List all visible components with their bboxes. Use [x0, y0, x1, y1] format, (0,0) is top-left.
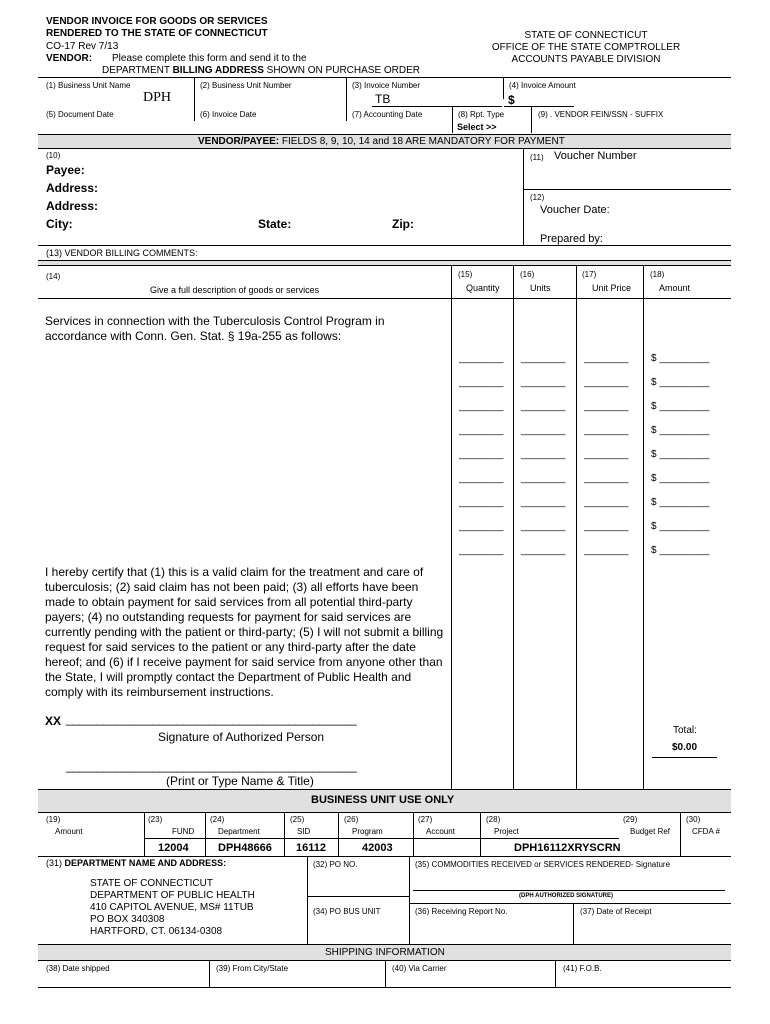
vendor-instructions-2a: DEPARTMENT: [102, 65, 173, 76]
field-36-label: (36) Receiving Report No.: [415, 907, 508, 916]
unit-price-blank[interactable]: ________: [584, 473, 629, 484]
form-title-line2: RENDERED TO THE STATE OF CONNECTICUT: [46, 28, 268, 39]
project-value: DPH16112XRYSCRN: [514, 842, 621, 854]
zip-label: Zip:: [392, 217, 414, 231]
vendor-instructions-2: [102, 65, 420, 76]
field-12-label: (12): [530, 193, 545, 202]
field-17-label: (17): [582, 270, 597, 279]
field-41-label: (41) F.O.B.: [563, 964, 602, 973]
department-label: Department: [218, 827, 260, 836]
field-38-label: (38) Date shipped: [46, 964, 110, 973]
business-unit-title: BUSINESS UNIT USE ONLY: [311, 794, 455, 806]
voucher-date-label: Voucher Date:: [540, 204, 610, 216]
divider: [38, 987, 731, 988]
receiving-report-field[interactable]: [415, 920, 565, 940]
business-unit-number-field[interactable]: [220, 92, 340, 105]
field-27-label: (27): [418, 815, 433, 824]
state-line-2: OFFICE OF THE STATE COMPTROLLER: [491, 42, 681, 53]
field-2-label: (2) Business Unit Number: [200, 81, 292, 90]
divider: [205, 812, 206, 856]
field-7-label: (7) Accounting Date: [352, 110, 423, 119]
sid-value: 16112: [296, 842, 326, 854]
address-line: PO BOX 340308: [90, 914, 165, 925]
field-29-label: (29): [623, 815, 638, 824]
unit-price-blank[interactable]: ________: [584, 353, 629, 364]
print-name-label: (Print or Type Name & Title): [166, 774, 314, 788]
divider: [523, 189, 731, 190]
amount-blank[interactable]: $ _________: [651, 449, 710, 460]
units-blank[interactable]: ________: [521, 377, 566, 388]
quantity-blank[interactable]: ________: [459, 545, 504, 556]
payee-bar-text: [198, 136, 565, 147]
divider: [307, 896, 409, 897]
divider: [307, 856, 308, 944]
program-label: Program: [352, 827, 383, 836]
payee-bar-bold: VENDOR/PAYEE:: [198, 136, 280, 147]
amount-blank[interactable]: $ _________: [651, 425, 710, 436]
address-line: DEPARTMENT OF PUBLIC HEALTH: [90, 890, 255, 901]
quantity-header: Quantity: [466, 283, 500, 293]
unit-price-blank[interactable]: ________: [584, 497, 629, 508]
from-city-state-field[interactable]: [216, 975, 376, 985]
field-8-label: (8) Rpt. Type: [458, 110, 505, 119]
quantity-blank[interactable]: ________: [459, 353, 504, 364]
state-field[interactable]: [298, 216, 383, 230]
address2-label: Address:: [46, 199, 99, 213]
divider: [385, 960, 386, 987]
amount-blank[interactable]: $ _________: [651, 377, 710, 388]
divider: [338, 812, 339, 856]
dph-signature-line[interactable]: [413, 890, 725, 891]
divider: [38, 812, 731, 813]
invoice-number-field[interactable]: TB: [375, 92, 391, 106]
divider: [555, 960, 556, 987]
field-4-label: (4) Invoice Amount: [509, 81, 576, 90]
unit-price-blank[interactable]: ________: [584, 377, 629, 388]
field-15-label: (15): [458, 270, 473, 279]
department-value: DPH48666: [218, 842, 272, 854]
state-line-1: STATE OF CONNECTICUT: [524, 30, 648, 41]
field-30-label: (30): [686, 815, 701, 824]
department-address: [90, 878, 255, 938]
amount-blank[interactable]: $ _________: [651, 521, 710, 532]
field-31-number: (31): [46, 858, 65, 868]
divider: [413, 812, 414, 856]
units-header: Units: [530, 283, 551, 293]
divider: [38, 789, 731, 790]
service-description-line1: Services in connection with the Tuberculosis Control Program in: [45, 314, 385, 328]
divider: [38, 260, 731, 261]
field-18-label: (18): [650, 270, 665, 279]
field-32-label: (32) PO NO.: [313, 860, 358, 869]
fob-field[interactable]: [563, 975, 723, 985]
units-blank[interactable]: ________: [521, 449, 566, 460]
zip-field[interactable]: [418, 216, 518, 230]
business-unit-name-field[interactable]: DPH: [143, 90, 172, 105]
field-16-label: (16): [520, 270, 535, 279]
state-line-3: ACCOUNTS PAYABLE DIVISION: [511, 54, 661, 65]
unit-price-blank[interactable]: ________: [584, 521, 629, 532]
underline: [504, 106, 574, 107]
via-carrier-field[interactable]: [392, 975, 547, 985]
address-line: STATE OF CONNECTICUT: [90, 878, 213, 889]
divider: [523, 148, 524, 245]
field-31-label: [46, 858, 226, 868]
vendor-billing-comments-field[interactable]: [225, 247, 725, 259]
amount-blank[interactable]: $ _________: [651, 401, 710, 412]
unit-price-header: Unit Price: [592, 283, 632, 293]
quantity-blank[interactable]: ________: [459, 377, 504, 388]
amount-blank[interactable]: $ _________: [651, 545, 710, 556]
date-shipped-field[interactable]: [46, 975, 201, 985]
vendor-instructions-1: Please complete this form and send it to the: [112, 53, 307, 64]
fund-value: 12004: [158, 842, 189, 854]
divider: [643, 265, 644, 789]
fund-label: FUND: [172, 827, 195, 836]
address1-field[interactable]: [110, 180, 500, 194]
divider: [480, 812, 481, 856]
cfda-label: CFDA #: [692, 827, 721, 836]
address-line: 410 CAPITOL AVENUE, MS# 11TUB: [90, 902, 254, 913]
amount-blank[interactable]: $ _________: [651, 473, 710, 484]
print-name-line[interactable]: _______________________________________________: [66, 759, 357, 773]
divider: [346, 77, 347, 121]
amount-blank[interactable]: $ _________: [651, 353, 710, 364]
form-id: CO-17 Rev 7/13: [46, 41, 119, 52]
units-blank[interactable]: ________: [521, 425, 566, 436]
program-value: 42003: [362, 842, 393, 854]
address-line: HARTFORD, CT. 06134-0308: [90, 926, 223, 937]
units-blank[interactable]: ________: [521, 545, 566, 556]
divider: [513, 265, 514, 789]
field-28-label: (28): [486, 815, 501, 824]
quantity-blank[interactable]: ________: [459, 473, 504, 484]
divider: [573, 903, 574, 944]
field-31-text: DEPARTMENT NAME AND ADDRESS:: [64, 858, 227, 868]
units-blank[interactable]: ________: [521, 497, 566, 508]
signature-label: Signature of Authorized Person: [158, 730, 325, 744]
field-19-label: (19): [46, 815, 61, 824]
po-number-field[interactable]: [313, 873, 403, 893]
divider: [284, 812, 285, 856]
divider: [409, 856, 410, 944]
field-24-label: (24): [210, 815, 225, 824]
underline: [372, 106, 502, 107]
divider: [503, 77, 504, 99]
comments-label: (13) VENDOR BILLING COMMENTS:: [46, 248, 198, 258]
quantity-blank[interactable]: ________: [459, 497, 504, 508]
field-11-label: (11): [530, 153, 544, 162]
divider: [194, 77, 195, 121]
project-label: Project: [494, 827, 519, 836]
payee-label: Payee:: [46, 163, 85, 177]
units-blank[interactable]: ________: [521, 521, 566, 532]
amount-header: Amount: [659, 283, 691, 293]
field-5-label: (5) Document Date: [46, 110, 114, 119]
field-37-label: (37) Date of Receipt: [580, 907, 652, 916]
budget-ref-label: Budget Ref: [630, 827, 671, 836]
total-label: Total:: [673, 725, 697, 736]
amount-blank[interactable]: $ _________: [651, 497, 710, 508]
divider: [531, 107, 532, 133]
field-14-label: (14): [46, 272, 61, 281]
divider-row1-top: [38, 77, 731, 78]
vendor-label: VENDOR:: [46, 53, 93, 64]
form-title-line1: VENDOR INVOICE FOR GOODS OR SERVICES: [46, 16, 268, 27]
divider: [209, 960, 210, 987]
sid-label: SID: [297, 827, 311, 836]
divider: [144, 838, 619, 839]
quantity-blank[interactable]: ________: [459, 401, 504, 412]
quantity-blank[interactable]: ________: [459, 521, 504, 532]
account-label: Account: [426, 827, 455, 836]
vendor-instructions-2c: SHOWN ON PURCHASE ORDER: [263, 65, 421, 76]
divider: [144, 812, 145, 856]
po-bus-unit-field[interactable]: [313, 920, 403, 940]
field-23-label: (23): [148, 815, 163, 824]
signature-xx: XX: [45, 714, 62, 728]
divider: [38, 298, 731, 299]
field-25-label: (25): [290, 815, 305, 824]
payee-bar-rest: FIELDS 8, 9, 10, 14 and 18 ARE MANDATORY FOR PAYMENT: [279, 136, 565, 147]
units-blank[interactable]: ________: [521, 353, 566, 364]
divider: [451, 265, 452, 789]
units-blank[interactable]: ________: [521, 473, 566, 484]
payee-field[interactable]: [100, 162, 500, 176]
field-6-label: (6) Invoice Date: [200, 110, 257, 119]
unit-price-blank[interactable]: ________: [584, 425, 629, 436]
field-39-label: (39) From City/State: [216, 964, 289, 973]
total-underline: [652, 757, 717, 758]
divider: [38, 245, 731, 246]
quantity-blank[interactable]: ________: [459, 449, 504, 460]
signature-line[interactable]: _______________________________________________: [66, 712, 357, 726]
certification-text: I hereby certify that (1) this is a valid claim for the treatment and care of tuberculosis; (2) said claim has not been paid; (3) all efforts have been made to obtain payment for said services from all potential third-party payers; (4) no outstanding requests for payment for said services are currently pending with the patient or third-party; (5) I will not submit a billing request for said services to the patient or any third-party after the date hereof; and (6) if I receive payment for said service from anyone other than the State, I will promptly contact the Department of Public Health and comply with its reimbursement instructions.: [45, 565, 444, 699]
field-40-label: (40) Via Carrier: [392, 964, 447, 973]
city-field[interactable]: [80, 216, 250, 230]
quantity-blank[interactable]: ________: [459, 425, 504, 436]
vendor-instructions-2b: BILLING ADDRESS: [172, 65, 264, 76]
total-value: $0.00: [672, 742, 698, 753]
divider: [38, 265, 731, 266]
address2-field[interactable]: [110, 198, 500, 212]
divider: [38, 856, 731, 857]
prepared-by-label: Prepared by:: [540, 233, 603, 245]
invoice-amount-field[interactable]: $: [508, 93, 515, 107]
field-26-label: (26): [344, 815, 359, 824]
divider: [576, 265, 577, 789]
report-type-select[interactable]: Select >>: [457, 122, 497, 132]
field-3-label: (3) Invoice Number: [352, 81, 421, 90]
address1-label: Address:: [46, 181, 99, 195]
description-header: Give a full description of goods or services: [150, 285, 320, 295]
amount-col-label: Amount: [55, 827, 83, 836]
vendor-fein-field[interactable]: [540, 121, 725, 133]
unit-price-blank[interactable]: ________: [584, 545, 629, 556]
state-label: State:: [258, 217, 292, 231]
units-blank[interactable]: ________: [521, 401, 566, 412]
field-9-label: (9) . VENDOR FEIN/SSN - SUFFIX: [538, 110, 664, 119]
divider: [452, 107, 453, 133]
field-1-label: (1) Business Unit Name: [46, 81, 131, 90]
field-10-label: (10): [46, 151, 61, 160]
unit-price-blank[interactable]: ________: [584, 401, 629, 412]
field-34-label: (34) PO BUS UNIT: [313, 907, 381, 916]
divider: [38, 134, 731, 135]
date-of-receipt-field[interactable]: [580, 920, 725, 940]
voucher-number-label: Voucher Number: [554, 150, 637, 162]
field-35-label: (35) COMMODITIES RECEIVED or SERVICES RENDERED- Signature: [415, 860, 671, 869]
shipping-title: SHIPPING INFORMATION: [325, 947, 445, 958]
dph-signature-label: (DPH AUTHORIZED SIGNATURE): [519, 893, 613, 899]
divider: [409, 903, 731, 904]
service-description-line2: accordance with Conn. Gen. Stat. § 19a-255 as follows:: [45, 329, 342, 343]
unit-price-blank[interactable]: ________: [584, 449, 629, 460]
city-label: City:: [46, 217, 73, 231]
divider: [680, 812, 681, 856]
divider: [38, 148, 731, 149]
